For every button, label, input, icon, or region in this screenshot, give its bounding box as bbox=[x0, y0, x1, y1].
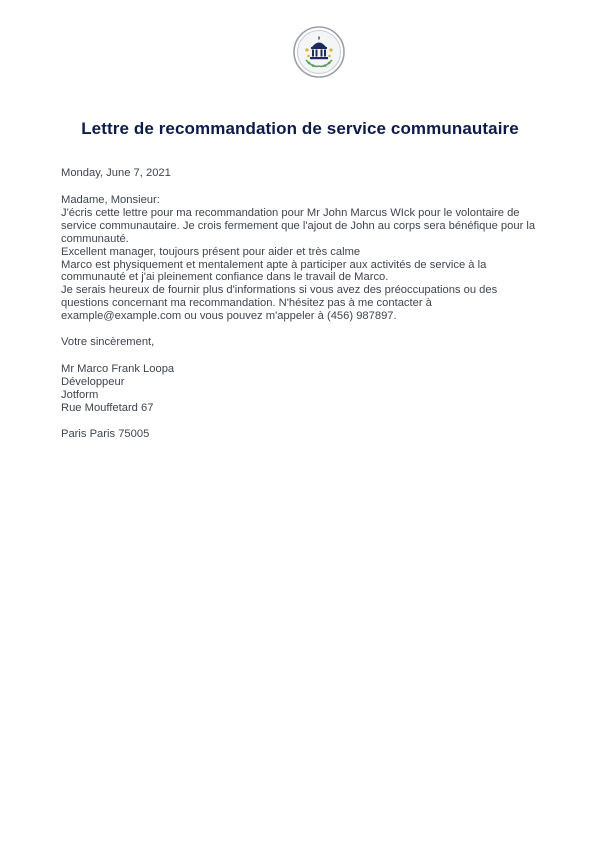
paragraph-line: J'écris cette lettre pour ma recommandation pour Mr John Marcus WIck pour le volontaire de bbox=[61, 206, 520, 219]
paragraph-line: Excellent manager, toujours présent pour aider et très calme bbox=[61, 245, 361, 258]
paragraph-line: Marco est physiquement et mentalement apte à participer aux activités de service à la bbox=[61, 258, 487, 271]
signature-role: Développeur bbox=[61, 375, 125, 388]
paragraph-line: example@example.com ou vous pouvez m'appeler à (456) 987897. bbox=[61, 310, 397, 323]
paragraph-line: questions concernant ma recommandation. N'hésitez pas à me contacter à bbox=[61, 297, 432, 310]
paragraph-line: communauté. bbox=[61, 232, 129, 245]
closing: Votre sincèrement, bbox=[61, 336, 155, 348]
city-line: Paris Paris 75005 bbox=[61, 428, 150, 440]
paragraph-line: service communautaire. Je crois fermement que l'ajout de John au corps sera bénéfique pour la bbox=[61, 219, 536, 232]
paragraph-3 bbox=[61, 259, 541, 285]
salutation: Madame, Monsieur: bbox=[61, 194, 160, 206]
paragraph-line: Je serais heureux de fournir plus d'informations si vous avez des préoccupations ou des bbox=[61, 284, 498, 297]
paragraph-line: communauté et j'ai pleinement confiance dans le travail de Marco. bbox=[61, 271, 389, 284]
paragraph-2 bbox=[61, 246, 541, 259]
letter-body bbox=[61, 194, 541, 323]
courthouse-seal-icon bbox=[293, 26, 345, 78]
signature-name: Mr Marco Frank Loopa bbox=[61, 363, 175, 375]
paragraph-1 bbox=[61, 207, 541, 246]
paragraph-4 bbox=[61, 284, 541, 323]
letter-title: Lettre de recommandation de service communautaire bbox=[81, 119, 519, 138]
signature-block bbox=[61, 363, 541, 415]
signature-company: Jotform bbox=[61, 388, 99, 401]
letter-date: Monday, June 7, 2021 bbox=[61, 167, 171, 179]
signature-street: Rue Mouffetard 67 bbox=[61, 401, 154, 414]
